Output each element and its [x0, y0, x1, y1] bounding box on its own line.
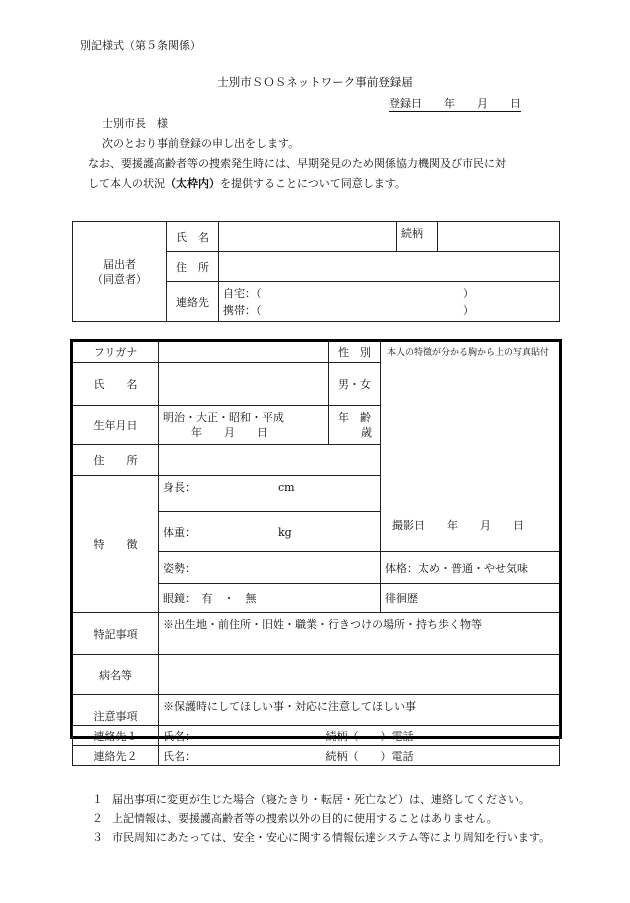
sex-label: 性 別: [329, 342, 381, 363]
era-options[interactable]: 明治・大正・昭和・平成: [163, 411, 284, 424]
applicant-table: [72, 221, 560, 322]
applicant-name-label: 氏 名: [167, 222, 219, 252]
photo-note: 本人の特徴が分かる胸から上の写真貼付: [387, 348, 550, 358]
contact1-label: 連絡先１: [73, 726, 159, 746]
glasses-options[interactable]: 眼鏡： 有 ・ 無: [159, 584, 381, 613]
page-title: 士別市ＳＯＳネットワーク事前登録届: [217, 75, 413, 89]
note-1: １ 届出事項に変更が生じた場合（寝たきり・転居・死亡など）は、連絡してください。: [92, 793, 530, 806]
contact1-name[interactable]: 氏名：: [159, 726, 322, 746]
intro-line-3: して本人の状況（太枠内）を提供することについて同意します。: [88, 177, 406, 190]
person-name-field[interactable]: [159, 363, 329, 406]
age-cell[interactable]: [329, 406, 381, 445]
applicant-name-field[interactable]: [219, 222, 397, 252]
sex-options[interactable]: 男・女: [329, 363, 381, 406]
note-2: ２ 上記情報は、要援護高齢者等の捜索以外の目的に使用することはありません。: [92, 812, 498, 825]
contact2-relation[interactable]: 続柄（ ）電話: [322, 746, 560, 766]
birth-field[interactable]: [159, 406, 329, 445]
person-name-label: 氏 名: [73, 363, 159, 406]
special-notes-hint: ※出生地・前住所・旧姓・職業・行きつけの場所・持ち歩く物等: [163, 618, 482, 631]
registration-date: 登録日 年 月 日: [389, 97, 521, 110]
contact2-label: 連絡先２: [73, 746, 159, 766]
form-number: 別記様式（第５条関係）: [80, 39, 201, 52]
intro-line-2: なお、要援護高齢者等の捜索発生時には、早期発見のため関係協力機関及び市民に対: [88, 157, 506, 170]
height-field[interactable]: 身長： cm: [159, 476, 381, 512]
age-label: 年 齢: [338, 411, 371, 424]
build-options[interactable]: 体格：太め・普通・やせ気味: [381, 552, 560, 584]
applicant-relation-label: 続柄: [397, 222, 438, 252]
features-label: 特 徴: [73, 476, 159, 613]
addressee: 士別市長 様: [102, 117, 168, 130]
disease-label: 病名等: [73, 655, 159, 695]
contact1-relation[interactable]: 続柄（ ）電話: [322, 726, 560, 746]
intro-line-1: 次のとおり事前登録の申し出をします。: [102, 137, 300, 150]
home-phone-label: 自宅：（: [223, 286, 262, 300]
mobile-phone-label: 携帯：（: [223, 303, 262, 317]
caution-hint: ※保護時にしてほしい事・対応に注意してほしい事: [163, 700, 416, 713]
caution-label: 注意事項: [73, 695, 159, 737]
age-unit: 歳: [361, 426, 372, 439]
contacts-table: [72, 725, 560, 766]
furigana-label: フリガナ: [73, 342, 159, 363]
person-address-field[interactable]: [159, 445, 381, 476]
bold-frame-note: （太枠内）: [165, 177, 220, 190]
photo-date: 撮影日 年 月 日: [392, 519, 524, 532]
person-address-label: 住 所: [73, 445, 159, 476]
applicant-contact-field[interactable]: 自宅：（ ） 携帯：（ ）: [219, 282, 560, 322]
weight-field[interactable]: 体重： kg: [159, 512, 381, 552]
applicant-contact-label: 連絡先: [167, 282, 219, 322]
applicant-group-label: 届出者 （同意者）: [73, 222, 167, 322]
applicant-address-field[interactable]: [219, 252, 560, 282]
applicant-relation-field[interactable]: [438, 222, 560, 252]
contact2-name[interactable]: 氏名：: [159, 746, 322, 766]
special-notes-field[interactable]: [159, 613, 560, 655]
wandering-field[interactable]: 徘徊歴: [381, 584, 560, 613]
birth-ymd: 年 月 日: [191, 426, 268, 439]
person-table: [72, 341, 560, 737]
posture-field[interactable]: 姿勢：: [159, 552, 381, 584]
furigana-field[interactable]: [159, 342, 329, 363]
applicant-address-label: 住 所: [167, 252, 219, 282]
note-3: ３ 市民周知にあたっては、安全・安心に関する情報伝達システム等により周知を行います。: [92, 831, 551, 844]
special-notes-label: 特記事項: [73, 613, 159, 655]
birth-label: 生年月日: [73, 406, 159, 445]
disease-field[interactable]: [159, 655, 560, 695]
